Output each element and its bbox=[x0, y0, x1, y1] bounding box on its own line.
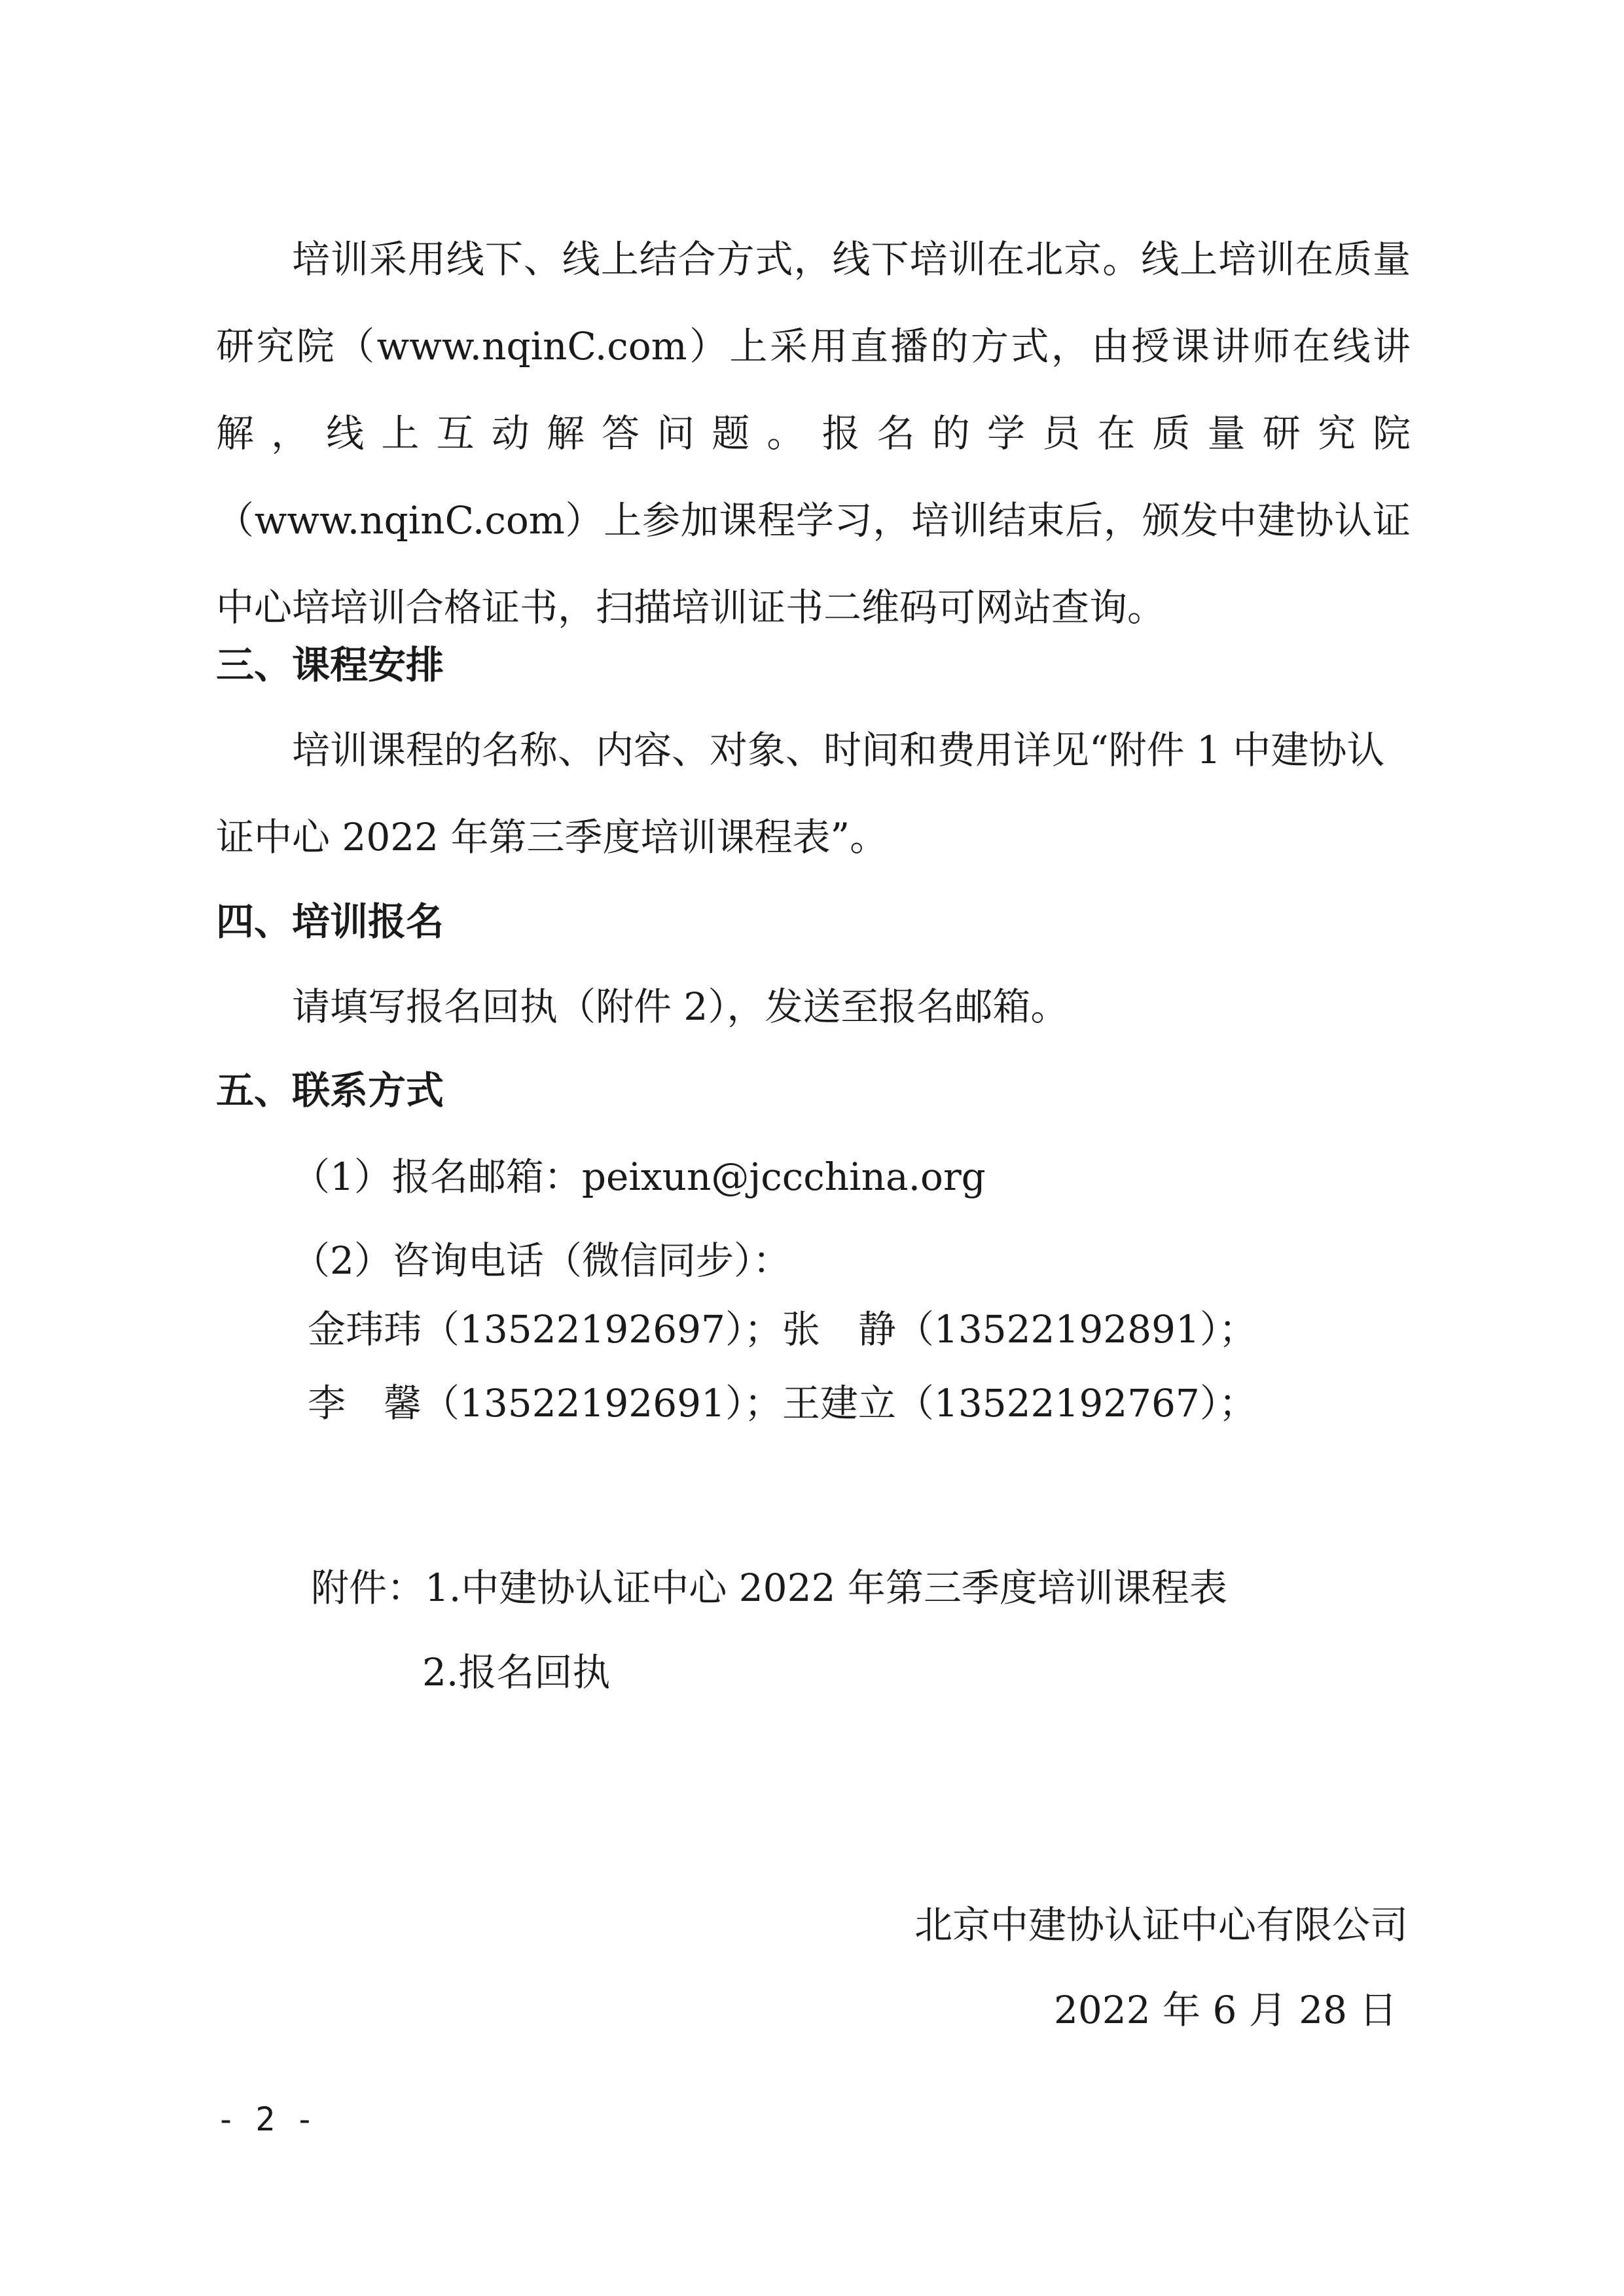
page-number: - 2 - bbox=[216, 2100, 315, 2138]
signature-date: 2022 年 6 月 28 日 bbox=[1054, 1988, 1398, 2032]
contact-people-line-1: 金玮玮（13522192697）；张 静（13522192891）； bbox=[308, 1307, 1257, 1352]
body-paragraph-training-method: 培训采用线下、线上结合方式，线下培训在北京。线上培训在质量研究院（www.nqinC.com）上采用直播的方式，由授课讲师在线讲解，线上互动解答问题。报名的学员在质量研究院（www.nqinC.com）上参加课程学习，培训结束后，颁发中建协认证中心培培训合格证书，扫描培训证书二维码可网站查询。 bbox=[216, 237, 1411, 630]
attachment-item-2: 2.报名回执 bbox=[422, 1650, 611, 1695]
section-heading-course-arrangement: 三、课程安排 bbox=[216, 643, 444, 687]
contact-people-line-2: 李 馨（13522192691）；王建立（13522192767）； bbox=[308, 1381, 1257, 1426]
section-heading-registration: 四、培训报名 bbox=[216, 899, 444, 944]
contact-email-line: （1）报名邮箱：peixun@jccchina.org bbox=[292, 1155, 986, 1199]
attachment-item-1: 附件：1.中建协认证中心 2022 年第三季度培训课程表 bbox=[311, 1566, 1227, 1610]
registration-text: 请填写报名回执（附件 2），发送至报名邮箱。 bbox=[292, 984, 1069, 1029]
section-heading-contact: 五、联系方式 bbox=[216, 1068, 444, 1113]
contact-phone-label: （2）咨询电话（微信同步）： bbox=[292, 1238, 791, 1283]
course-arrangement-text-line-2: 证中心 2022 年第三季度培训课程表”。 bbox=[216, 815, 888, 859]
course-arrangement-text-line-1: 培训课程的名称、内容、对象、时间和费用详见“附件 1 中建协认 bbox=[292, 728, 1385, 772]
signature-organization: 北京中建协认证中心有限公司 bbox=[914, 1903, 1409, 1947]
